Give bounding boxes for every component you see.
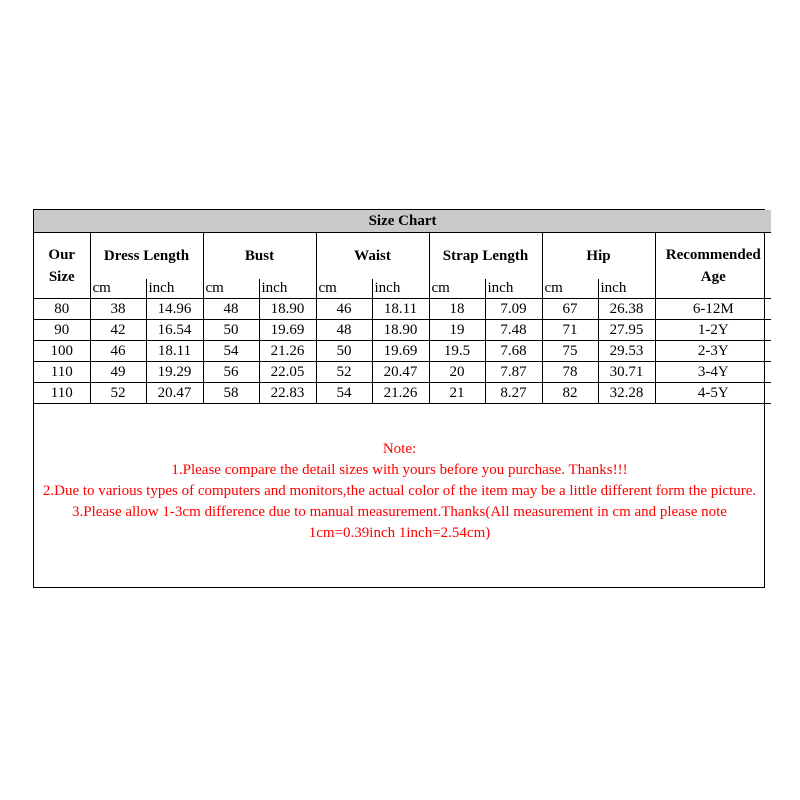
cell-hip-inch: 32.28: [598, 383, 655, 404]
note-line-3: 3.Please allow 1-3cm difference due to manual measurement.Thanks(All measurement in cm and please note 1cm=0.39inch 1inch=2.54cm): [72, 504, 727, 541]
cell-bust-cm: 58: [203, 383, 259, 404]
cell-dress-cm: 42: [90, 320, 146, 341]
cell-size: 110: [34, 362, 90, 383]
unit-cm: cm: [429, 279, 485, 299]
cell-dress-inch: 18.11: [146, 341, 203, 362]
cell-waist-cm: 54: [316, 383, 372, 404]
cell-hip-inch: 26.38: [598, 299, 655, 320]
unit-cm: cm: [316, 279, 372, 299]
cell-bust-inch: 22.05: [259, 362, 316, 383]
cell-age: 6-12M: [655, 299, 771, 320]
cell-dress-cm: 38: [90, 299, 146, 320]
unit-inch: inch: [372, 279, 429, 299]
cell-size: 110: [34, 383, 90, 404]
cell-strap-inch: 7.09: [485, 299, 542, 320]
cell-dress-cm: 52: [90, 383, 146, 404]
cell-waist-cm: 48: [316, 320, 372, 341]
header-bust: Bust: [203, 233, 316, 280]
cell-waist-inch: 18.11: [372, 299, 429, 320]
note-line-1: 1.Please compare the detail sizes with yours before you purchase. Thanks!!!: [171, 462, 628, 478]
note-line-2: 2.Due to various types of computers and monitors,the actual color of the item may be a little different form the picture.: [42, 483, 757, 499]
table-row: [34, 341, 771, 362]
cell-strap-cm: 19: [429, 320, 485, 341]
cell-hip-cm: 75: [542, 341, 598, 362]
unit-inch: inch: [485, 279, 542, 299]
cell-bust-inch: 19.69: [259, 320, 316, 341]
cell-size: 80: [34, 299, 90, 320]
cell-waist-inch: 19.69: [372, 341, 429, 362]
cell-dress-cm: 49: [90, 362, 146, 383]
cell-waist-inch: 18.90: [372, 320, 429, 341]
cell-dress-inch: 20.47: [146, 383, 203, 404]
cell-size: 100: [34, 341, 90, 362]
cell-strap-cm: 18: [429, 299, 485, 320]
note-title: Note:: [382, 441, 417, 457]
unit-inch: inch: [598, 279, 655, 299]
cell-hip-cm: 67: [542, 299, 598, 320]
notes-section: [34, 410, 765, 588]
header-waist: Waist: [316, 233, 429, 280]
cell-hip-inch: 30.71: [598, 362, 655, 383]
cell-dress-inch: 16.54: [146, 320, 203, 341]
cell-age: 4-5Y: [655, 383, 771, 404]
cell-strap-inch: 7.68: [485, 341, 542, 362]
cell-age: 2-3Y: [655, 341, 771, 362]
table-row: [34, 299, 771, 320]
cell-hip-inch: 29.53: [598, 341, 655, 362]
cell-strap-inch: 7.48: [485, 320, 542, 341]
cell-hip-cm: 78: [542, 362, 598, 383]
size-chart-title: Size Chart: [34, 210, 771, 233]
cell-dress-inch: 14.96: [146, 299, 203, 320]
cell-strap-inch: 7.87: [485, 362, 542, 383]
unit-cm: cm: [542, 279, 598, 299]
cell-strap-cm: 20: [429, 362, 485, 383]
cell-hip-cm: 82: [542, 383, 598, 404]
cell-hip-cm: 71: [542, 320, 598, 341]
cell-strap-inch: 8.27: [485, 383, 542, 404]
cell-bust-inch: 21.26: [259, 341, 316, 362]
header-our-size: Our Size: [34, 233, 90, 299]
cell-dress-inch: 19.29: [146, 362, 203, 383]
size-chart: [33, 209, 765, 588]
cell-waist-cm: 52: [316, 362, 372, 383]
cell-dress-cm: 46: [90, 341, 146, 362]
unit-inch: inch: [146, 279, 203, 299]
cell-hip-inch: 27.95: [598, 320, 655, 341]
cell-waist-inch: 20.47: [372, 362, 429, 383]
size-chart-table: [34, 210, 771, 404]
table-row: [34, 320, 771, 341]
unit-inch: inch: [259, 279, 316, 299]
header-hip: Hip: [542, 233, 655, 280]
unit-cm: cm: [90, 279, 146, 299]
cell-strap-cm: 21: [429, 383, 485, 404]
cell-bust-inch: 18.90: [259, 299, 316, 320]
cell-age: 1-2Y: [655, 320, 771, 341]
cell-waist-cm: 46: [316, 299, 372, 320]
cell-bust-cm: 56: [203, 362, 259, 383]
cell-bust-cm: 48: [203, 299, 259, 320]
header-dress-length: Dress Length: [90, 233, 203, 280]
cell-strap-cm: 19.5: [429, 341, 485, 362]
cell-age: 3-4Y: [655, 362, 771, 383]
cell-size: 90: [34, 320, 90, 341]
cell-waist-cm: 50: [316, 341, 372, 362]
header-strap-length: Strap Length: [429, 233, 542, 280]
table-row: [34, 362, 771, 383]
cell-bust-inch: 22.83: [259, 383, 316, 404]
table-row: [34, 383, 771, 404]
cell-bust-cm: 54: [203, 341, 259, 362]
header-recommended-age: Recommended Age: [655, 233, 771, 299]
cell-bust-cm: 50: [203, 320, 259, 341]
cell-waist-inch: 21.26: [372, 383, 429, 404]
unit-cm: cm: [203, 279, 259, 299]
